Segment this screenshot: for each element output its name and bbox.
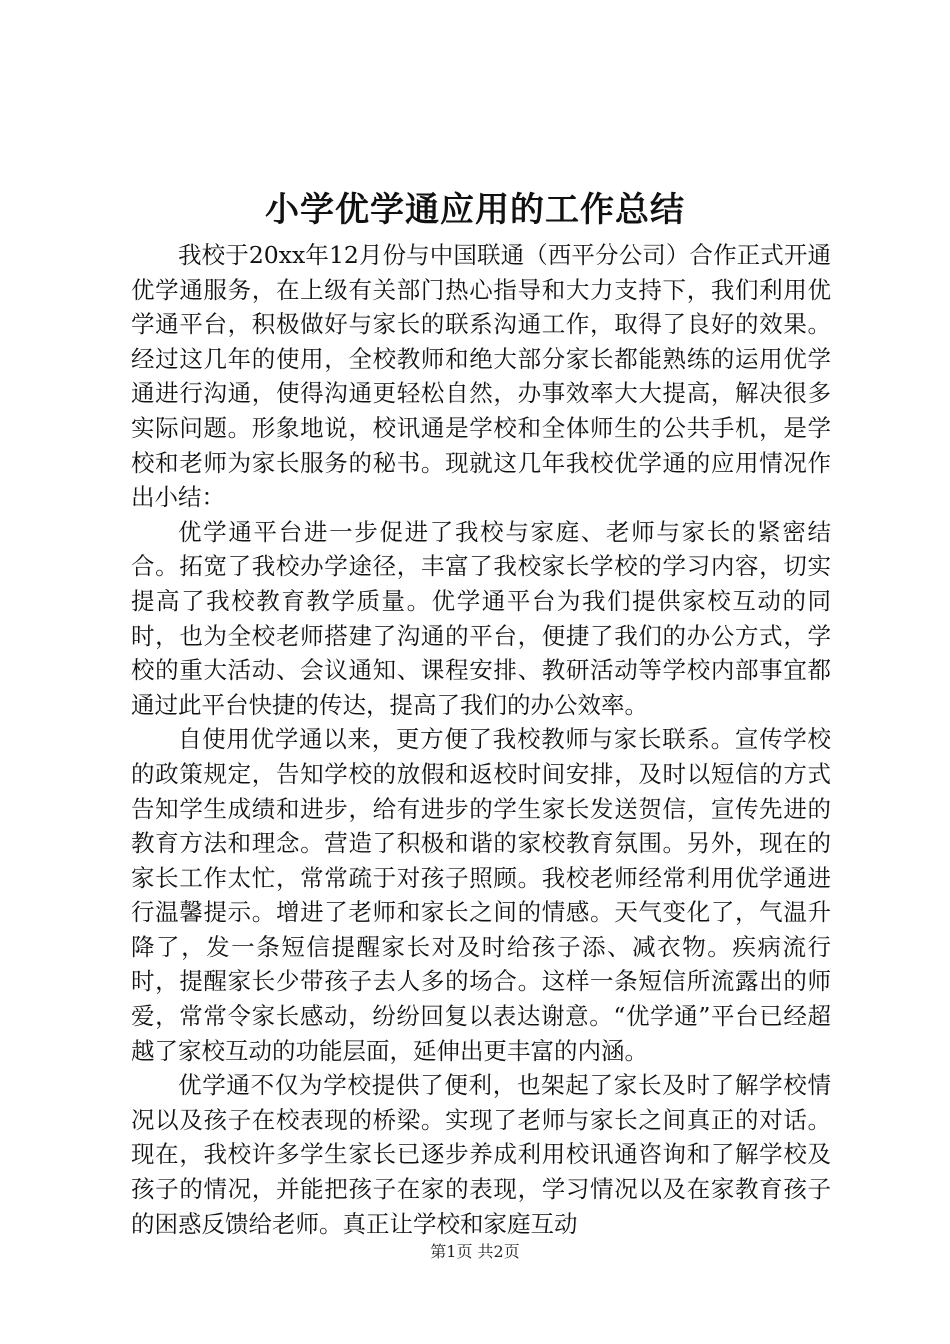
paragraph-3: 自使用优学通以来，更方便了我校教师与家长联系。宣传学校的政策规定，告知学校的放假和返校时间安排，及时以短信的方式告知学生成绩和进步，给有进步的学生家长发送贺信，宣传先进的教育方法和理念。营造了积极和谐的家校教育氛围。另外，现在的家长工作太忙，常常疏于对孩子照顾。我校老师经常利用优学通进行温馨提示。增进了老师和家长之间的情感。天气变化了，气温升降了，发一条短信提醒家长对及时给孩子添、减衣物。疾病流行时，提醒家长少带孩子去人多的场合。这样一条短信所流露出的师爱，常常令家长感动，纷纷回复以表达谢意。“优学通”平台已经超越了家校互动的功能层面，延伸出更丰富的内涵。 <box>131 725 831 1065</box>
paragraph-1: 我校于20xx年12月份与中国联通（西平分公司）合作正式开通优学通服务，在上级有关部门热心指导和大力支持下，我们利用优学通平台，积极做好与家长的联系沟通工作，取得了良好的效果。经过这几年的使用，全校教师和绝大部分家长都能熟练的运用优学通进行沟通，使得沟通更轻松自然，办事效率大大提高，解决很多实际问题。形象地说，校讯通是学校和全体师生的公共手机，是学校和老师为家长服务的秘书。现就这几年我校优学通的应用情况作出小结： <box>131 241 831 512</box>
paragraph-4: 优学通不仅为学校提供了便利，也架起了家长及时了解学校情况以及孩子在校表现的桥梁。实现了老师与家长之间真正的对话。现在，我校许多学生家长已逐步养成利用校讯通咨询和了解学校及孩子的情况，并能把孩子在家的表现，学习情况以及在家教育孩子的困惑反馈给老师。真正让学校和家庭互动 <box>131 1071 831 1238</box>
document-title: 小学优学通应用的工作总结 <box>265 190 685 230</box>
paragraph-2: 优学通平台进一步促进了我校与家庭、老师与家长的紧密结合。拓宽了我校办学途径，丰富了我校家长学校的学习内容，切实提高了我校教育教学质量。优学通平台为我们提供家校互动的同时，也为全校老师搭建了沟通的平台，便捷了我们的办公方式，学校的重大活动、会议通知、课程安排、教研活动等学校内部事宜都通过此平台快捷的传达，提高了我们的办公效率。 <box>131 517 831 719</box>
page-number-footer: 第1页 共2页 <box>430 1242 520 1261</box>
document-body <box>131 238 831 1241</box>
